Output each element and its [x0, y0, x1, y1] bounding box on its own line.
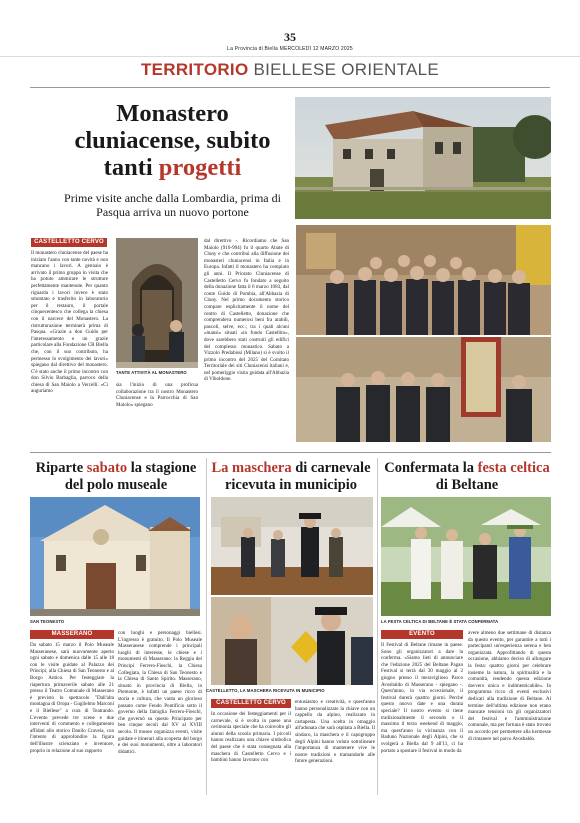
group-photo-1 [296, 225, 551, 335]
location-tag-masserano: MASSERANO [30, 630, 114, 639]
mask-photo-2 [211, 597, 373, 685]
main-title-text: Monastero cluniacense, subito tanti [74, 100, 271, 181]
page-number: 35 [284, 30, 296, 44]
festival-photo [381, 497, 551, 616]
main-title [60, 100, 285, 181]
location-tag-castelletto-2: CASTELLETTO CERVO [211, 699, 291, 708]
mask-caption: CASTELLETTO, LA MASCHERA RICEVUTA IN MUNICIPIO [206, 688, 325, 693]
church-photo [30, 497, 200, 616]
bottom1-title-pre: Riparte [35, 460, 87, 476]
date-line [170, 46, 410, 52]
bottom2-title [211, 460, 371, 493]
group-image-2 [296, 337, 551, 442]
location-tag-castelletto: CASTELLETTO CERVO [31, 238, 107, 247]
bottom2-col1: In occasione dei festeggiamenti per il carnevale, si è svolta in paese una cerimonia speciale che ha coinvolto gli alunni della scuola primaria. I piccoli hanno realizzato una chiave simbolica del paese che è stata consegnata alla maschera di Castelletto Cervo e i bambini hanno lavorato con [211, 711, 291, 764]
monastery-image [295, 97, 551, 219]
bottom3-col2: avere almeno due settimane di distanza da questo evento, per garantire a tutti i partecipanti un'esperienza serena e ben organizzata. Approfittando di questa occasione, abbiamo deciso di allungare la festa: quattro giorni per celebrare insieme la natura, la spiritualità e la comunità, rendendo questa edizione davvero unica e indimenticabile». In programma ricco di eventi esclusivi dedicati alla tradizione di Beltane. Al termine dell'ultima edizione non erano mancate tensioni tra gli organizzatori del festival e l'amministrazione comunale, ma per fortuna è stato trovato un accordo per permettere alla kermesse di rimanere nel parco Avosbaldo. [468, 630, 551, 742]
bottom1-title-post: la stagione del polo museale [64, 460, 197, 493]
bottom2-title-accent: La maschera [211, 460, 292, 476]
church-image [30, 497, 200, 616]
bottom1-title [30, 460, 202, 493]
monastery-photo [295, 97, 551, 219]
church-caption: SAN TEONESTO [30, 619, 65, 624]
bottom1-title-accent: sabato [86, 460, 128, 476]
bottom1-col2: con luoghi e personaggi biellesi. L'ingresso è gratuito. Il Polo Museale Masseranese comprende i principali luoghi di interesse, le chiese e i monumenti di Masserano: la Reggia dei Principi Ferrero-Fieschi, la Chiesa Collegiata, la Chiesa di San Teonesto e la Chiesa di Santo Spirito. Masserano, situato in provincia di Biella, in Piemonte, è infatti un paese ricco di storia e cultura, che vanta un glorioso passato come Feudo Pontificio sotto il governo della famiglia Ferrero-Fieschi, che governò su questo Principato per ben cinque secoli dal XV al XVIII secolo. Il museo organizza eventi, visite guidate e itinerari alla scoperta del borgo e dei suoi monumenti, oltre a laboratori didattici. [118, 630, 202, 755]
bottom2-title-post: di carnevale ricevuta in municipio [224, 460, 371, 493]
doorway-photo [116, 238, 198, 368]
section-word-2: BIELLESE ORIENTALE [253, 60, 440, 79]
mask-image-1 [211, 497, 373, 595]
mask-image-2 [211, 597, 373, 685]
bottom3-title-accent: festa celtica [477, 460, 550, 476]
main-title-accent: progetti [158, 154, 242, 181]
section-word-1: TERRITORIO [140, 60, 249, 79]
festival-caption: LA FESTA CELTICA DI BELTANE È STATA CONFERMATA [381, 619, 499, 624]
masthead: La Provincia di Biella [227, 46, 278, 52]
main-article-col2: sia l'inizio di una proficua collaborazione tra il nostro Monastero Cluniacense e la Parrocchia di San Maiolo» spiegano [116, 382, 198, 408]
doorway-caption: TANTE ATTIVITÀ AL MONASTERO [116, 370, 187, 375]
section-title [0, 60, 580, 80]
bottom2-col2: entusiasmo e creatività, e quest'anno hanno personalizzato la chiave con un cappello da alpino, realizzato in cartapesta. Una scelta in omaggio all'adunata che sarà ospitata a Biella. Il sindaco, la maschera e il capogruppo degli Alpini hanno voluto sottolineare l'importanza di mantenere vive le nostre tradizioni e tramandarle alle future generazioni. [295, 699, 375, 765]
bottom3-col1: Il Festival di Beltane rimane in paese. Sono gli organizzatori a dare la conferma. «Siamo lieti di annunciare che l'edizione 2025 del Beltane Pagan Festival si terrà dal 30 maggio al 2 giugno presso il meraviglioso Parco Avosbaldo di Masserano - spiegano -. Quest'anno, in via eccezionale, il festival durerà quattro giorni. Perché questo nuovo date e una durata speciale? Il nostro evento si tiene tradizionalmente il secondo o il massimo il terzo weekend di maggio, ma quest'anno la vicinanza con il Raduno Nazionale degli Alpini, che si svolgerà a Biella dal 9 all'11, ci ha portato a spostare il festival in modo da [381, 642, 463, 754]
bottom3-title-pre: Confermata la [384, 460, 478, 476]
bottom3-title-post: di Beltane [435, 476, 499, 493]
festival-image [381, 497, 551, 616]
mask-photo-1 [211, 497, 373, 595]
date: MERCOLEDÌ 12 MARZO 2025 [279, 46, 353, 52]
location-tag-evento: EVENTO [381, 630, 463, 639]
group-image-1 [296, 225, 551, 335]
main-article-col3: dal direttivo -. Ricordiamo che San Maiolo (910-994) fu il quarto Abate di Cluny e che contribuì alla diffusione dei monasteri cluniacensi in Italia e in Europa. Infatti il monastero ha compiuto gli anni. Il Priorato Cluniacense di Castelletto Cervo fu fondato a seguito della donazione fatta il 6 marzo 1083, dal conte Guido di Pombia, all'Abbazia di Cluny. Nel primo documento storico compare esplicitamente il nome del centro di Castelletto, donazione che comprendeva numerosi beni fra arabili, pascoli, selve, ecc.; tra i quali alcuni «mansi» situati «in fundo Castellito», dove sarebbero stati costruiti gli edifici del complesso monastico. Sabato a Vizzolo Predabissi (Milano) si è svolto il primo incontro del 2025 del Comitato Territoriale dei siti Cluniacensi italiani e, nel pomeriggio visita guidata all'Abbazia di Viboldone. [204, 238, 289, 383]
main-article-col1: Il monastero cluniacense del paese ha iniziato l'anno con tante novità e non mancano i lavori. A gennaio è arrivato il primo gruppo in visita che ha potuto ammirare le strutture perfettamente mantenute. Per quanto riguarda i lavori invece è stato smontato e trasferito in laboratorio per il restauro, il portale cinquecentesco che collega la chiesa con il narcece del Monastero. La ristrutturazione terminerà prima di Pasqua. «Grazie a don Guido per l'interessamento e un grazie particolare alla Fondazione CR Biella che, con il suo contributo, ha permesso lo svolgimento dei lavori» spiegano dal direttivo del monastero. C'è stato anche il primo incontro con don Silvio Barbaglia, parroco della chiesa di San Maiolo a Vercelli. «Ci auguriamo [31, 250, 108, 395]
bottom1-col1: Da sabato 15 marzo il Polo Museale Masseranese, sarà nuovamente aperto ogni sabato e domenica dalle 15 alle 18 con le visite guidate al Palazzo dei Principi, alla Chiesa di San Teonesto e al Borgo Antico. Per festeggiare la riapertura primaverile sabato alle 21 presso il Teatro Comunale di Masserano è previsto lo spettacolo "Dall'alta montagna di Oropa - Guglielmo Marconi e il Biellese" a cura di Teatrando. L'evento prevede tre scene e due interventi di commento e collegamento affidati allo storico Danilo Craveia, con l'intento di approfondire la figura dell'illustre scienziato e inventore, proprio in relazione al suo rapporto [30, 642, 114, 754]
group-photo-2 [296, 337, 551, 442]
doorway-image [116, 238, 198, 368]
bottom3-title [381, 460, 553, 493]
main-subtitle: Prime visite anche dalla Lombardia, prima di Pasqua arriva un nuovo portone [64, 191, 281, 219]
